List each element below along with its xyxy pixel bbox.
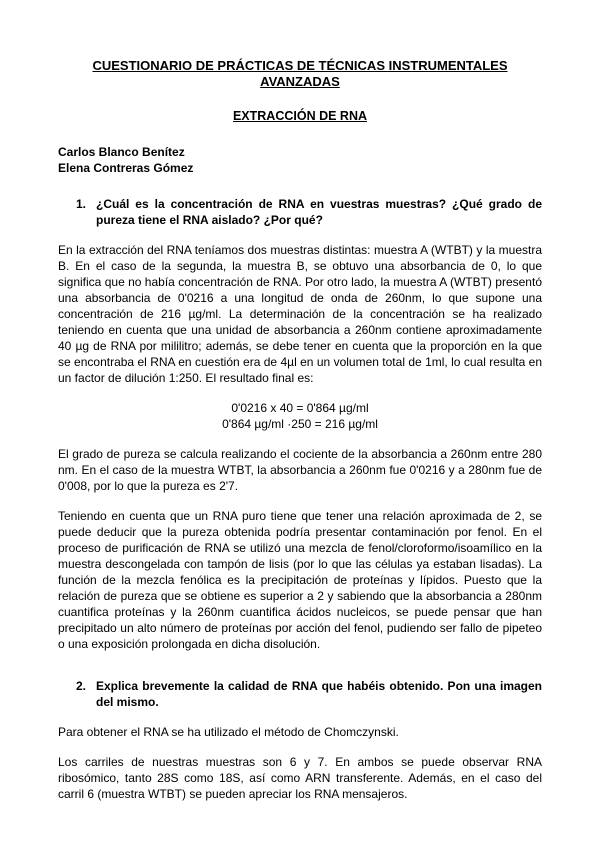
answer-paragraph: Para obtener el RNA se ha utilizado el método de Chomczynski. — [58, 725, 399, 739]
question-text: Explica brevemente la calidad de RNA que habéis obtenido. Pon una imagen del mismo. — [96, 679, 542, 709]
question-text: ¿Cuál es la concentración de RNA en vuestras muestras? ¿Qué grado de pureza tiene el RNA aislado? ¿Por qué? — [96, 197, 542, 227]
answer-paragraph: En la extracción del RNA teníamos dos muestras distintas: muestra A (WTBT) y la muestra B. En el caso de la segunda, la muestra B, se obtuvo una absorbancia de 0, lo que significa que no había concentración de RNA. Por otro lado, la muestra A (WTBT) presentó una absorbancia de 0'0216 a una longitud de onda de 260nm, lo que supone una concentración de 216 µg/ml. La determinación de la concentración se ha realizado teniendo en cuenta que una unidad de absorbancia a 260nm contiene aproximadamente 40 µg de RNA por mililitro; además, se debe tener en cuenta que la proporción en la que se encontraba el RNA en cuestión era de 4µl en un volumen total de 1ml, lo cual resulta en un factor de dilución 1:250. El resultado final es: — [58, 243, 542, 385]
question-number: 1. — [76, 197, 87, 211]
document-title: CUESTIONARIO DE PRÁCTICAS DE TÉCNICAS INSTRUMENTALES AVANZADAS — [92, 58, 508, 89]
answer-paragraph: Los carriles de nuestras muestras son 6 y 7. En ambos se puede observar RNA ribosómico, tanto 28S como 18S, así como ARN transferente. Además, en el caso del carril 6 (muestra WTBT) se pueden apreciar los RNA mensajeros. — [58, 755, 542, 801]
author-name: Elena Contreras Gómez — [58, 161, 194, 175]
author-name: Carlos Blanco Benítez — [58, 145, 185, 159]
calculation-block — [58, 400, 542, 432]
answer-paragraph: Teniendo en cuenta que un RNA puro tiene que tener una relación aproximada de 2, se puede deducir que la pureza obtenida podría presentar contaminación por fenol. En el proceso de purificación de RNA se utilizó una mezcla de fenol/cloroformo/isoamílico en la muestra descongelada con tampón de lisis (por lo que las células ya estaban lisadas). La función de la mezcla fenólica es la precipitación de proteínas y lípidos. Puesto que la relación de pureza que se obtiene es superior a 2 y sabiendo que la absorbancia a 280nm cuantifica proteínas y la 260nm cuantifica ácidos nucleicos, se puede pensar que han precipitado un alto número de proteínas por acción del fenol, pudiendo ser fallo de pipeteo o una exposición prolongada en dicha disolución. — [58, 509, 542, 651]
formula-line: 0'864 µg/ml ·250 = 216 µg/ml — [222, 417, 378, 431]
formula-line: 0'0216 x 40 = 0'864 µg/ml — [231, 401, 369, 415]
answer-paragraph: El grado de pureza se calcula realizando el cociente de la absorbancia a 260nm entre 280 nm. En el caso de la muestra WTBT, la absorbancia a 260nm fue 0'0216 y a 280nm fue de 0'008, por lo que la pureza es 2'7. — [58, 447, 542, 493]
question-1-heading — [76, 196, 542, 228]
question-2-heading — [76, 678, 542, 710]
document-subtitle: EXTRACCIÓN DE RNA — [232, 109, 368, 123]
question-number: 2. — [76, 679, 87, 693]
author-list — [58, 144, 542, 176]
